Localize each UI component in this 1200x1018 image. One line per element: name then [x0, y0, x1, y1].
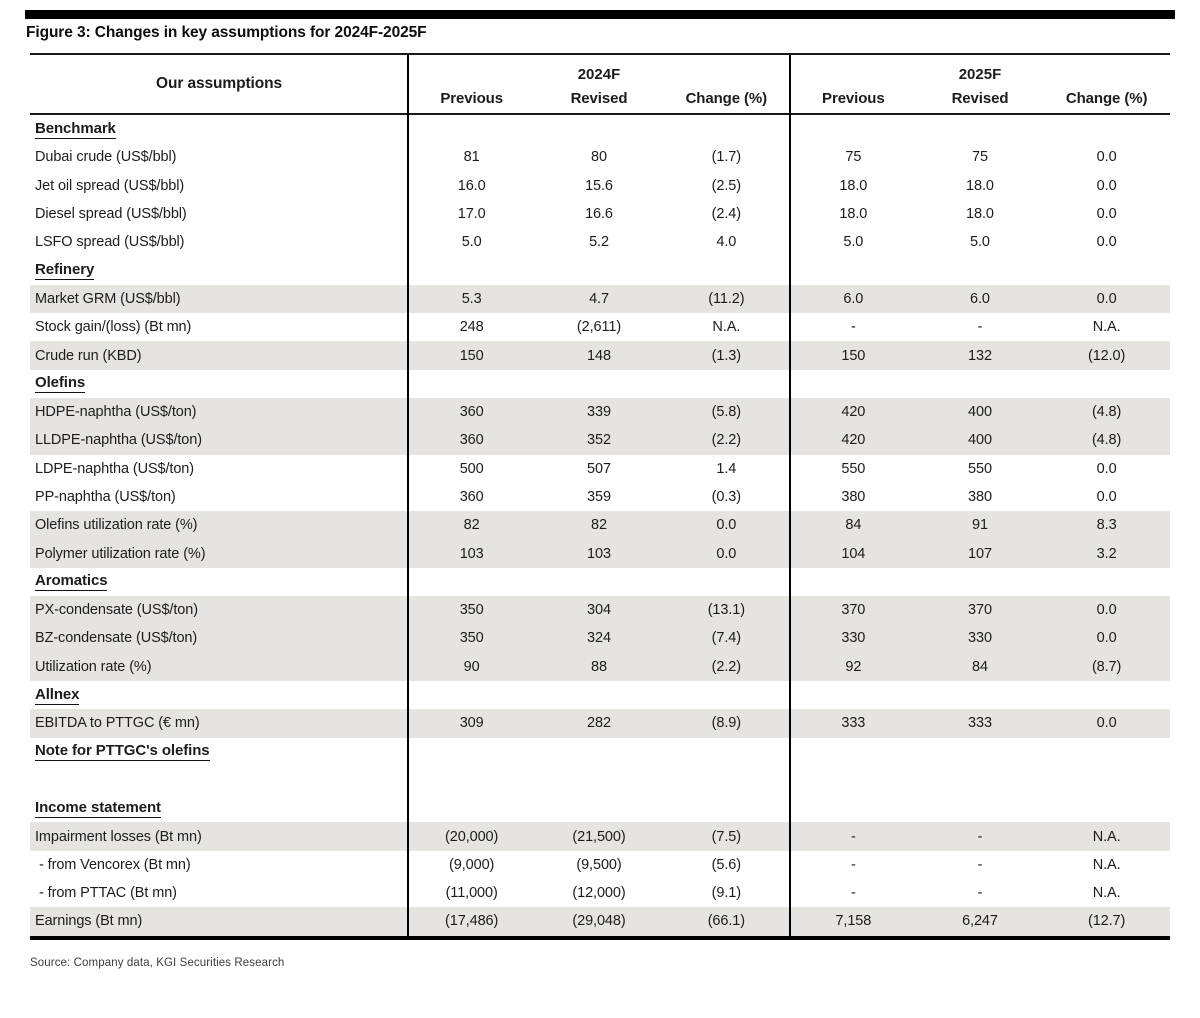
cell-value: 84 — [972, 658, 988, 675]
cell-value: 150 — [841, 347, 866, 364]
section-label — [30, 261, 408, 280]
cell-value: - — [977, 885, 983, 902]
cell-value: 359 — [587, 489, 611, 505]
cell-value: (9,500) — [576, 856, 622, 873]
cell-value: (11,000) — [445, 885, 498, 902]
cell-value: 0.0 — [716, 545, 737, 562]
cell-value: 18.0 — [839, 177, 868, 194]
row-label: - from Vencorex (Bt mn) — [39, 856, 191, 873]
cell-value: 150 — [459, 347, 484, 364]
table-row — [30, 624, 1170, 652]
row-label: PP-naphtha (US$/ton) — [35, 489, 176, 505]
cell-value: N.A. — [1092, 856, 1121, 873]
source-note: Source: Company data, KGI Securities Research — [30, 957, 285, 969]
cell-value: 350 — [459, 602, 484, 619]
cell-value: N.A. — [1092, 319, 1121, 336]
cell-value: 107 — [968, 545, 992, 562]
cell-value: (4.8) — [1091, 404, 1122, 421]
cell-value: 304 — [587, 602, 611, 619]
cell-value: 0.0 — [1096, 149, 1117, 166]
table-row — [30, 483, 1170, 511]
table-row — [30, 822, 1170, 850]
cell-value: 380 — [968, 489, 992, 505]
table-header — [30, 55, 1170, 115]
cell-value: (8.7) — [1091, 658, 1122, 675]
cell-value: 5.3 — [461, 290, 482, 307]
spacer-row — [30, 766, 1170, 794]
cell-value: N.A. — [1092, 885, 1121, 902]
section-label — [30, 686, 408, 705]
row-label: EBITDA to PTTGC (€ mn) — [35, 715, 200, 732]
row-label: Impairment losses (Bt mn) — [35, 828, 202, 845]
cell-value: 333 — [841, 715, 866, 732]
table-row — [30, 285, 1170, 313]
cell-value: 0.0 — [716, 517, 737, 534]
table-row — [30, 539, 1170, 567]
cell-value: - — [850, 828, 856, 845]
row-label: PX-condensate (US$/ton) — [35, 602, 198, 619]
cell-value: 82 — [591, 517, 607, 534]
cell-value: 400 — [968, 432, 992, 449]
section-label-text: Refinery — [35, 261, 95, 279]
cell-value: 17.0 — [457, 206, 486, 223]
cell-value: (4.8) — [1091, 432, 1122, 449]
cell-value: 420 — [841, 432, 866, 449]
cell-value: (11.2) — [708, 290, 745, 307]
cell-value: 16.0 — [457, 177, 486, 194]
cell-value: (7.5) — [711, 828, 741, 845]
cell-value: (1.3) — [711, 347, 741, 364]
cell-value: (2.2) — [711, 658, 741, 675]
col-header-previous-2024f: Previous — [440, 90, 503, 107]
cell-value: 248 — [459, 319, 484, 336]
cell-value: - — [977, 856, 983, 873]
cell-value: 88 — [591, 658, 607, 675]
cell-value: - — [850, 856, 856, 873]
cell-value: (12.0) — [1087, 347, 1126, 364]
cell-value: 4.7 — [589, 290, 609, 307]
cell-value: 5.2 — [589, 234, 609, 251]
cell-value: 360 — [459, 489, 484, 505]
row-label: Utilization rate (%) — [35, 658, 152, 675]
cell-value: (13.1) — [707, 602, 745, 619]
row-label: Diesel spread (US$/bbl) — [35, 206, 187, 223]
table-row — [30, 851, 1170, 879]
row-label: LDPE-naphtha (US$/ton) — [35, 460, 194, 477]
group-header-2025f — [790, 55, 1170, 113]
cell-value: 500 — [459, 460, 484, 477]
row-label: Crude run (KBD) — [35, 347, 142, 364]
cell-value: (8.9) — [711, 715, 741, 732]
cell-value: 339 — [587, 404, 611, 421]
group-label-2024f: 2024F — [577, 66, 621, 83]
section-label-text: Note for PTTGC's olefins — [35, 742, 210, 760]
table-row — [30, 709, 1170, 737]
row-label: Dubai crude (US$/bbl) — [35, 149, 177, 166]
row-label: Earnings (Bt mn) — [35, 913, 143, 930]
cell-value: 6,247 — [962, 913, 998, 930]
col-header-change-2025f: Change (%) — [1065, 90, 1148, 107]
cell-value: 370 — [841, 602, 866, 619]
cell-value: 8.3 — [1096, 517, 1117, 534]
cell-value: (2,611) — [576, 319, 622, 336]
assumptions-table — [30, 53, 1170, 940]
section-label — [30, 572, 408, 591]
cell-value: 507 — [587, 460, 611, 477]
cell-value: 103 — [459, 545, 484, 562]
col-header-revised-2025f: Revised — [951, 90, 1009, 107]
table-row — [30, 313, 1170, 341]
row-label: LSFO spread (US$/bbl) — [35, 234, 185, 251]
cell-value: 104 — [841, 545, 866, 562]
section-row — [30, 681, 1170, 709]
cell-value: 80 — [591, 149, 607, 166]
cell-value: - — [850, 885, 856, 902]
cell-value: 0.0 — [1096, 630, 1117, 647]
cell-value: 132 — [968, 347, 992, 364]
cell-value: 91 — [972, 517, 988, 534]
cell-value: (7.4) — [711, 630, 741, 647]
cell-value: 3.2 — [1096, 545, 1117, 562]
cell-value: 550 — [968, 460, 992, 477]
cell-value: 81 — [463, 149, 480, 166]
row-label: LLDPE-naphtha (US$/ton) — [35, 432, 202, 449]
section-row — [30, 794, 1170, 822]
table-row — [30, 398, 1170, 426]
cell-value: 360 — [459, 404, 484, 421]
cell-value: 5.0 — [461, 234, 482, 251]
cell-value: 0.0 — [1096, 290, 1117, 307]
cell-value: (9.1) — [711, 885, 741, 902]
cell-value: 90 — [463, 658, 480, 675]
section-label-text: Olefins — [35, 374, 86, 392]
row-label: - from PTTAC (Bt mn) — [39, 885, 177, 902]
table-row — [30, 200, 1170, 228]
section-label-text: Benchmark — [35, 119, 116, 137]
cell-value: (17,486) — [445, 913, 499, 930]
subheader-row-2025f — [790, 84, 1170, 113]
cell-value: 84 — [845, 517, 862, 534]
cell-value: (2.5) — [711, 177, 741, 194]
col-header-previous-2025f: Previous — [822, 90, 885, 107]
cell-value: (1.7) — [711, 149, 741, 166]
cell-value: 360 — [459, 432, 484, 449]
section-label-text: Allnex — [35, 685, 80, 703]
cell-value: 0.0 — [1096, 206, 1117, 223]
cell-value: 0.0 — [1096, 489, 1117, 505]
section-label-text: Aromatics — [35, 572, 108, 590]
table-row — [30, 426, 1170, 454]
section-row — [30, 370, 1170, 398]
group-label-2025f: 2025F — [958, 66, 1002, 83]
cell-value: 324 — [587, 630, 611, 647]
row-label: Jet oil spread (US$/bbl) — [35, 177, 185, 194]
section-row — [30, 115, 1170, 143]
cell-value: (12,000) — [572, 885, 626, 902]
cell-value: 370 — [968, 602, 992, 619]
cell-value: 0.0 — [1096, 234, 1117, 251]
table-row — [30, 228, 1170, 256]
top-rule-bar — [25, 10, 1175, 19]
assumptions-column-header: Our assumptions — [156, 75, 282, 92]
cell-value: 4.0 — [716, 234, 737, 251]
cell-value: 350 — [459, 630, 484, 647]
cell-value: N.A. — [712, 319, 741, 336]
section-label — [30, 374, 408, 393]
table-row — [30, 172, 1170, 200]
cell-value: 5.0 — [843, 234, 864, 251]
table-row — [30, 907, 1170, 935]
cell-value: 6.0 — [843, 290, 864, 307]
cell-value: (5.8) — [711, 404, 741, 421]
cell-value: 103 — [587, 545, 611, 562]
row-label: Market GRM (US$/bbl) — [35, 290, 181, 307]
cell-value: 75 — [972, 149, 988, 166]
table-row — [30, 455, 1170, 483]
table-row — [30, 653, 1170, 681]
col-header-change-2024f: Change (%) — [685, 90, 768, 107]
column-divider-left — [407, 55, 409, 936]
cell-value: 333 — [968, 715, 992, 732]
cell-value: (9,000) — [449, 856, 495, 873]
table-row — [30, 341, 1170, 369]
cell-value: 92 — [845, 658, 862, 675]
cell-value: - — [977, 828, 983, 845]
cell-value: (29,048) — [572, 913, 626, 930]
table-body — [30, 115, 1170, 936]
section-row — [30, 568, 1170, 596]
column-divider-right — [789, 55, 791, 936]
cell-value: 75 — [845, 149, 862, 166]
row-label: BZ-condensate (US$/ton) — [35, 630, 198, 647]
col-header-revised-2024f: Revised — [570, 90, 628, 107]
cell-value: 309 — [459, 715, 484, 732]
cell-value: 16.6 — [585, 206, 613, 223]
figure-title: Figure 3: Changes in key assumptions for 2024F-2025F — [26, 24, 427, 41]
cell-value: 148 — [587, 347, 611, 364]
cell-value: 6.0 — [970, 290, 990, 307]
cell-value: 15.6 — [585, 177, 613, 194]
section-label-text: Income statement — [35, 798, 161, 816]
cell-value: 0.0 — [1096, 602, 1117, 619]
cell-value: - — [977, 319, 983, 336]
cell-value: 82 — [463, 517, 480, 534]
cell-value: 400 — [968, 404, 992, 421]
section-row — [30, 738, 1170, 766]
cell-value: 352 — [587, 432, 611, 449]
cell-value: (2.2) — [711, 432, 741, 449]
cell-value: 330 — [841, 630, 866, 647]
cell-value: 380 — [841, 489, 866, 505]
cell-value: 0.0 — [1096, 460, 1117, 477]
group-header-2024f — [408, 55, 790, 113]
row-label: Polymer utilization rate (%) — [35, 545, 206, 562]
cell-value: 1.4 — [716, 460, 737, 477]
cell-value: 7,158 — [835, 913, 872, 930]
cell-value: 0.0 — [1096, 177, 1117, 194]
cell-value: 18.0 — [966, 177, 994, 194]
row-label: Olefins utilization rate (%) — [35, 517, 198, 534]
cell-value: (2.4) — [711, 206, 741, 223]
table-row — [30, 143, 1170, 171]
cell-value: (66.1) — [707, 913, 745, 930]
cell-value: 550 — [841, 460, 866, 477]
row-label: Stock gain/(loss) (Bt mn) — [35, 319, 192, 336]
cell-value: (12.7) — [1087, 913, 1126, 930]
cell-value: 282 — [587, 715, 611, 732]
section-row — [30, 256, 1170, 284]
cell-value: (5.6) — [711, 856, 741, 873]
table-row — [30, 596, 1170, 624]
cell-value: 330 — [968, 630, 992, 647]
cell-value: 0.0 — [1096, 715, 1117, 732]
row-label: HDPE-naphtha (US$/ton) — [35, 404, 197, 421]
section-label — [30, 799, 408, 818]
cell-value: N.A. — [1092, 828, 1121, 845]
cell-value: 18.0 — [839, 206, 868, 223]
table-row — [30, 879, 1170, 907]
cell-value: - — [850, 319, 856, 336]
subheader-row-2024f — [408, 84, 790, 113]
cell-value: 18.0 — [966, 206, 994, 223]
table-row — [30, 511, 1170, 539]
cell-value: (20,000) — [445, 828, 499, 845]
cell-value: 5.0 — [970, 234, 990, 251]
section-label — [30, 120, 408, 139]
cell-value: (0.3) — [711, 489, 741, 505]
cell-value: 420 — [841, 404, 866, 421]
cell-value: (21,500) — [572, 828, 626, 845]
section-label — [30, 742, 408, 761]
